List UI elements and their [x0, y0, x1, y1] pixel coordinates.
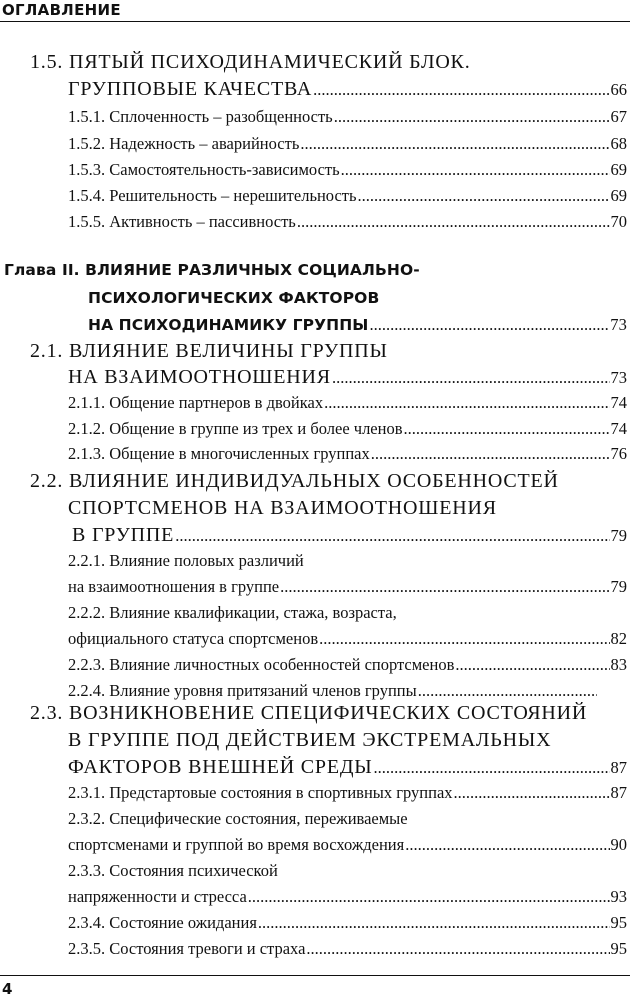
toc-entry-title: 2.1.1. Общение партнеров в двойках [68, 393, 324, 412]
dot-leader [248, 883, 610, 911]
toc-entry-title: 1.5.1. Сплоченность – разобщенность [68, 107, 333, 126]
toc-page-number: 73 [610, 315, 627, 334]
toc-page-number: 69 [610, 160, 627, 179]
toc-entry-title: 1.5.3. Самостоятельность-зависимость [68, 160, 340, 179]
dot-leader [332, 364, 610, 392]
toc-entry-1-5-2[interactable] [68, 130, 627, 158]
toc-chapter-2-line3[interactable] [88, 311, 627, 339]
toc-entry-title: 2.3.2. Специфические состояния, переживаемые [68, 809, 408, 828]
toc-entry-title: 1.5.2. Надежность – аварийность [68, 134, 300, 153]
dot-leader [319, 625, 609, 653]
toc-entry-2-3-1[interactable] [68, 779, 627, 807]
toc-chapter-title: ПСИХОЛОГИЧЕСКИХ ФАКТОРОВ [88, 289, 380, 307]
toc-entry-1-5-4[interactable] [68, 182, 627, 210]
toc-chapter-2-line1[interactable] [4, 256, 629, 284]
toc-page-number: 95 [610, 913, 627, 932]
toc-entry-title: 1.5.5. Активность – пассивность [68, 212, 296, 231]
toc-entry-2-2-line1[interactable] [30, 467, 630, 495]
toc-entry-title: ФАКТОРОВ ВНЕШНЕЙ СРЕДЫ [68, 756, 373, 778]
toc-entry-2-3-3-line2[interactable] [68, 883, 627, 911]
toc-entry-title: ГРУППОВЫЕ КАЧЕСТВА [68, 78, 313, 100]
toc-entry-title: 2.1. ВЛИЯНИЕ ВЕЛИЧИНЫ ГРУППЫ [30, 340, 388, 362]
toc-entry-1-5-5[interactable] [68, 208, 627, 236]
toc-entry-2-3-line2[interactable] [68, 726, 628, 754]
toc-page-number: 93 [610, 887, 627, 906]
dot-leader [280, 573, 609, 601]
toc-entry-1-5-line2[interactable] [68, 75, 627, 103]
dot-leader [374, 754, 610, 782]
header-rule [0, 21, 630, 22]
toc-page-number: 73 [610, 368, 627, 387]
toc-entry-2-3-4[interactable] [68, 909, 627, 937]
toc-page-number: 83 [610, 655, 627, 674]
toc-entry-2-2-3[interactable] [68, 651, 627, 679]
toc-entry-2-1-line1[interactable] [30, 337, 630, 365]
toc-chapter-title: Глава II. ВЛИЯНИЕ РАЗЛИЧНЫХ СОЦИАЛЬНО- [4, 261, 420, 279]
toc-entry-2-1-2[interactable] [68, 415, 627, 443]
toc-page-number: 87 [610, 783, 627, 802]
toc-entry-title: 2.1.3. Общение в многочисленных группах [68, 444, 370, 463]
toc-entry-2-2-line3[interactable] [72, 521, 627, 549]
toc-entry-title: напряженности и стресса [68, 887, 247, 906]
page-number: 4 [2, 980, 13, 998]
dot-leader [297, 208, 610, 236]
dot-leader [258, 909, 610, 937]
dot-leader [306, 935, 609, 963]
dot-leader [371, 440, 610, 468]
toc-entry-1-5-line1[interactable] [30, 48, 630, 76]
toc-entry-title: спортсменами и группой во время восхождения [68, 835, 405, 854]
dot-leader [175, 522, 609, 550]
toc-page-number: 74 [610, 393, 627, 412]
toc-entry-title: 2.1.2. Общение в группе из трех и более членов [68, 419, 403, 438]
toc-entry-2-3-line3[interactable] [68, 753, 627, 781]
toc-entry-2-1-3[interactable] [68, 440, 627, 468]
toc-entry-title: 2.3.1. Предстартовые состояния в спортивных группах [68, 783, 453, 802]
toc-page-number: 66 [610, 80, 627, 99]
toc-entry-title: 2.3.5. Состояния тревоги и страха [68, 939, 306, 958]
toc-chapter-title: НА ПСИХОДИНАМИКУ ГРУППЫ [88, 316, 369, 334]
toc-page-number: 76 [610, 444, 627, 463]
dot-leader [324, 389, 609, 417]
toc-page-number: 69 [610, 186, 627, 205]
toc-entry-title: В ГРУППЕ [72, 524, 175, 546]
toc-chapter-2-line2[interactable] [88, 284, 628, 312]
toc-entry-2-1-line2[interactable] [68, 363, 627, 391]
toc-entry-title: 1.5. ПЯТЫЙ ПСИХОДИНАМИЧЕСКИЙ БЛОК. [30, 51, 471, 73]
toc-page-number: 67 [610, 107, 627, 126]
toc-page-number: 90 [610, 835, 627, 854]
dot-leader [454, 779, 610, 807]
toc-entry-title: официального статуса спортсменов [68, 629, 319, 648]
dot-leader [313, 76, 609, 104]
toc-entry-2-3-2-line1[interactable] [68, 805, 627, 833]
toc-entry-title: В ГРУППЕ ПОД ДЕЙСТВИЕМ ЭКСТРЕМАЛЬНЫХ [68, 729, 552, 751]
toc-entry-2-3-3-line1[interactable] [68, 857, 627, 885]
toc-entry-title: 2.2.2. Влияние квалификации, стажа, возраста, [68, 603, 397, 622]
toc-entry-title: 2.3.3. Состояния психической [68, 861, 278, 880]
toc-entry-2-1-1[interactable] [68, 389, 627, 417]
dot-leader [405, 831, 609, 859]
toc-entry-2-2-2-line1[interactable] [68, 599, 627, 627]
toc-entry-title: 2.2.1. Влияние половых различий [68, 551, 304, 570]
toc-entry-1-5-1[interactable] [68, 103, 627, 131]
toc-page-number: 74 [610, 419, 627, 438]
dot-leader [341, 156, 610, 184]
toc-page-number: 70 [610, 212, 627, 231]
toc-page-number: 87 [610, 758, 627, 777]
dot-leader [358, 182, 610, 210]
toc-entry-2-2-1-line2[interactable] [68, 573, 627, 601]
toc-page-number: 79 [610, 577, 627, 596]
toc-entry-2-2-line2[interactable] [68, 494, 628, 522]
toc-entry-title: НА ВЗАИМООТНОШЕНИЯ [68, 366, 331, 388]
dot-leader [369, 311, 609, 339]
toc-entry-title: 2.2.4. Влияние уровня притязаний членов группы [68, 681, 417, 700]
toc-entry-title: 1.5.4. Решительность – нерешительность [68, 186, 357, 205]
footer-rule [0, 975, 630, 976]
toc-entry-title: на взаимоотношения в группе [68, 577, 280, 596]
toc-entry-2-2-1-line1[interactable] [68, 547, 627, 575]
toc-page-number: 82 [610, 629, 627, 648]
toc-entry-title: СПОРТСМЕНОВ НА ВЗАИМООТНОШЕНИЯ [68, 497, 497, 519]
toc-entry-1-5-3[interactable] [68, 156, 627, 184]
toc-page-number: 68 [610, 134, 627, 153]
toc-entry-2-3-5[interactable] [68, 935, 627, 963]
toc-entry-title: 2.3. ВОЗНИКНОВЕНИЕ СПЕЦИФИЧЕСКИХ СОСТОЯНИЙ [30, 702, 588, 724]
toc-entry-2-3-line1[interactable] [30, 699, 630, 727]
toc-entry-2-2-2-line2[interactable] [68, 625, 627, 653]
dot-leader [455, 651, 609, 679]
toc-entry-title: 2.3.4. Состояние ожидания [68, 913, 257, 932]
dot-leader [300, 130, 609, 158]
toc-entry-title: 2.2.3. Влияние личностных особенностей спортсменов [68, 655, 455, 674]
dot-leader [334, 103, 610, 131]
toc-page-number: 79 [610, 526, 627, 545]
dot-leader [404, 415, 610, 443]
running-header-title: ОГЛАВЛЕНИЕ [2, 1, 121, 19]
toc-entry-2-3-2-line2[interactable] [68, 831, 627, 859]
toc-entry-title: 2.2. ВЛИЯНИЕ ИНДИВИДУАЛЬНЫХ ОСОБЕННОСТЕЙ [30, 470, 559, 492]
toc-page-number: 95 [610, 939, 627, 958]
